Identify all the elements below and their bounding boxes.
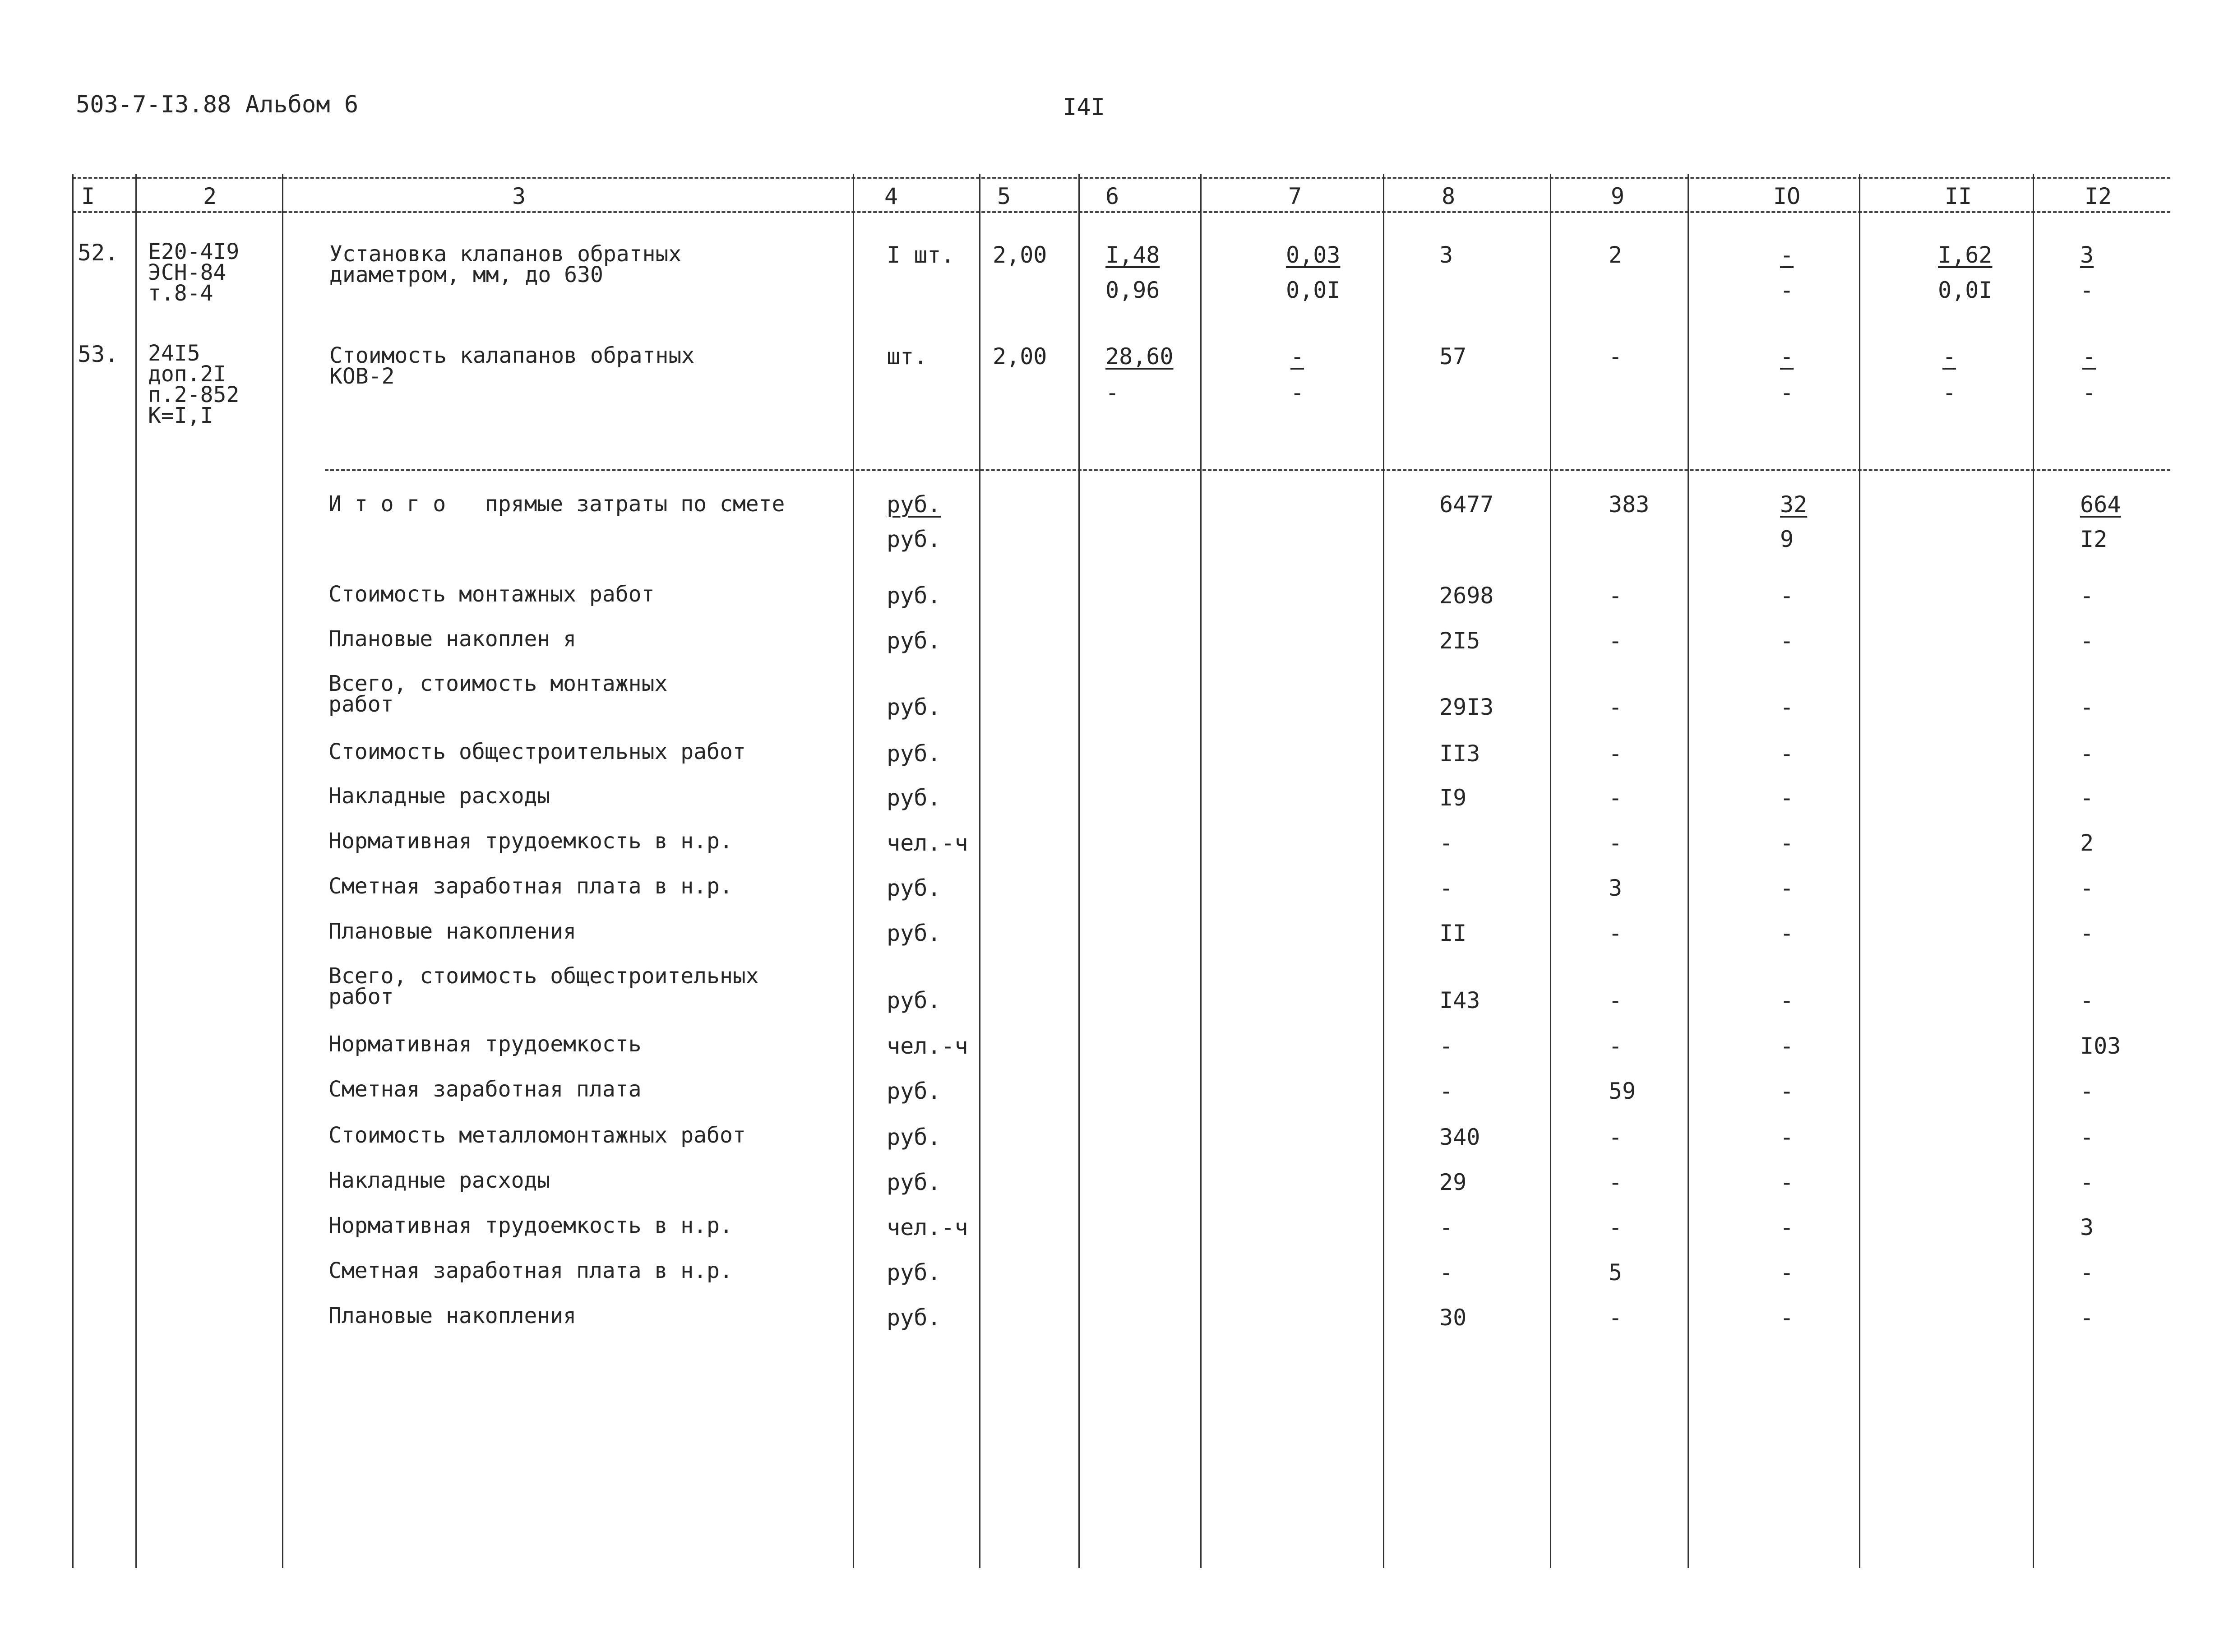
summary-c10: - <box>1780 694 1794 720</box>
row-code: 24I5 доп.2I п.2-852 К=I,I <box>148 341 240 428</box>
summary-c8: - <box>1439 1033 1453 1059</box>
summary-c12: - <box>2080 987 2094 1013</box>
summary-c9: - <box>1609 583 1623 609</box>
summary-c9: - <box>1609 1214 1623 1240</box>
summary-c12: I03 <box>2080 1033 2121 1059</box>
summary-c12: - <box>2080 785 2094 811</box>
summary-c10: - <box>1780 1078 1794 1104</box>
row-qty: 2,00 <box>993 242 1047 268</box>
summary-unit: руб. <box>887 740 941 767</box>
row-c12-top: 3 <box>2080 242 2094 268</box>
col-header-4: 4 <box>884 183 898 209</box>
summary-c12: - <box>2080 1078 2094 1104</box>
total-unit-bottom: руб. <box>887 526 941 552</box>
summary-label: Сметная заработная плата в н.р. <box>328 874 733 899</box>
summary-c10: - <box>1780 628 1794 654</box>
total-c10-bottom: 9 <box>1780 526 1794 552</box>
summary-label: Накладные расходы <box>328 1168 550 1193</box>
summary-c9: - <box>1609 1124 1623 1150</box>
col-header-9: 9 <box>1610 183 1625 209</box>
summary-unit: руб. <box>887 1169 941 1195</box>
summary-unit: руб. <box>887 875 941 901</box>
summary-label: Сметная заработная плата в н.р. <box>328 1258 733 1283</box>
row-c7-top: - <box>1290 343 1304 370</box>
summary-c12: - <box>2080 740 2094 767</box>
summary-unit: руб. <box>887 920 941 946</box>
summary-c10: - <box>1780 1033 1794 1059</box>
row-c7-bottom: 0,0I <box>1286 277 1341 303</box>
summary-unit: чел.-ч <box>887 1033 968 1059</box>
row-c10-top: - <box>1780 343 1794 370</box>
summary-c10: - <box>1780 987 1794 1013</box>
summary-unit: руб. <box>887 583 941 609</box>
row-number: 52. <box>78 240 119 266</box>
summary-c9: - <box>1609 785 1623 811</box>
summary-unit: руб. <box>887 1124 941 1150</box>
col-border-7 <box>1383 174 1384 1568</box>
summary-label: Нормативная трудоемкость в н.р. <box>328 1213 733 1238</box>
summary-c12: 2 <box>2080 830 2094 856</box>
row-name: Установка клапанов обратных диаметром, мм, до 630 <box>329 241 682 287</box>
summary-label: Стоимость общестроительных работ <box>328 739 746 764</box>
row-name: Стоимость калапанов обратных КОВ-2 <box>329 343 695 389</box>
total-c8: 6477 <box>1439 491 1494 518</box>
col-border-10 <box>1859 174 1860 1568</box>
summary-unit: руб. <box>887 1305 941 1331</box>
row-c11-top: I,62 <box>1938 242 1993 268</box>
total-c12-top: 664 <box>2080 491 2121 518</box>
total-unit-top: руб. <box>887 491 941 518</box>
summary-c12: - <box>2080 1305 2094 1331</box>
header-bottom-rule <box>72 211 2170 213</box>
summary-label: Накладные расходы <box>328 783 550 809</box>
summary-label: Сметная заработная плата <box>328 1077 642 1102</box>
col-border-8 <box>1550 174 1551 1568</box>
summary-c10: - <box>1780 1124 1794 1150</box>
summary-label: Всего, стоимость общестроительных работ <box>328 963 759 1009</box>
summary-c8: - <box>1439 1259 1453 1286</box>
summary-c8: 29 <box>1439 1169 1467 1195</box>
col-header-8: 8 <box>1441 183 1456 209</box>
table-top-rule <box>72 177 2170 179</box>
summary-label: Плановые накопления <box>328 919 577 944</box>
row-code: Е20-4I9 ЭСН-84 т.8-4 <box>148 239 240 306</box>
col-header-5: 5 <box>997 183 1011 209</box>
col-border-9 <box>1688 174 1689 1568</box>
col-header-11: II <box>1944 183 1972 209</box>
total-c12-bottom: I2 <box>2080 526 2108 552</box>
summary-c10: - <box>1780 920 1794 946</box>
document-code: 503-7-I3.88 Альбом 6 <box>76 91 359 118</box>
row-c11-top: - <box>1942 343 1956 370</box>
summary-label: Нормативная трудоемкость в н.р. <box>328 828 733 854</box>
summary-c12: - <box>2080 920 2094 946</box>
row-c7-bottom: - <box>1290 379 1304 406</box>
col-border-2 <box>282 174 283 1568</box>
summary-c9: - <box>1609 1033 1623 1059</box>
summary-c8: I43 <box>1439 987 1480 1013</box>
col-border-6 <box>1200 174 1202 1568</box>
row-c12-bottom: - <box>2082 379 2096 406</box>
page-number: I4I <box>1063 94 1105 121</box>
summary-c8: II <box>1439 920 1467 946</box>
summary-c12: - <box>2080 583 2094 609</box>
col-header-2: 2 <box>203 183 217 209</box>
col-border-4 <box>979 174 980 1568</box>
total-separator-rule <box>325 469 2170 471</box>
summary-c12: - <box>2080 1259 2094 1286</box>
col-header-12: I2 <box>2084 183 2112 209</box>
summary-c9: 5 <box>1609 1259 1623 1286</box>
row-unit: шт. <box>887 343 928 370</box>
row-c10-bottom: - <box>1780 379 1794 406</box>
row-c11-bottom: - <box>1942 379 1956 406</box>
row-c8: 3 <box>1439 242 1453 268</box>
summary-c10: - <box>1780 1169 1794 1195</box>
total-c9: 383 <box>1609 491 1650 518</box>
row-c6-top: I,48 <box>1105 242 1160 268</box>
summary-c10: - <box>1780 1214 1794 1240</box>
row-c10-bottom: - <box>1780 277 1794 303</box>
summary-c9: - <box>1609 740 1623 767</box>
summary-label: Стоимость монтажных работ <box>328 582 655 607</box>
summary-c8: 340 <box>1439 1124 1480 1150</box>
summary-unit: руб. <box>887 694 941 720</box>
summary-c9: - <box>1609 1169 1623 1195</box>
row-c7-top: 0,03 <box>1286 242 1341 268</box>
row-unit: I шт. <box>887 242 955 268</box>
row-c11-bottom: 0,0I <box>1938 277 1993 303</box>
summary-c12: - <box>2080 1124 2094 1150</box>
row-c9: 2 <box>1609 242 1623 268</box>
summary-c8: 30 <box>1439 1305 1467 1331</box>
row-c6-bottom: 0,96 <box>1105 277 1160 303</box>
row-c8: 57 <box>1439 343 1467 370</box>
summary-c12: - <box>2080 628 2094 654</box>
row-c6-top: 28,60 <box>1105 343 1174 370</box>
summary-c8: 29I3 <box>1439 694 1494 720</box>
summary-c12: - <box>2080 875 2094 901</box>
summary-c8: - <box>1439 830 1453 856</box>
summary-c9: 3 <box>1609 875 1623 901</box>
summary-c9: - <box>1609 694 1623 720</box>
summary-c12: - <box>2080 694 2094 720</box>
summary-label: Нормативная трудоемкость <box>328 1032 642 1057</box>
summary-c8: - <box>1439 1078 1453 1104</box>
col-header-6: 6 <box>1105 183 1119 209</box>
summary-c8: - <box>1439 875 1453 901</box>
col-border-11 <box>2033 174 2034 1568</box>
summary-c9: - <box>1609 1305 1623 1331</box>
summary-c10: - <box>1780 1305 1794 1331</box>
col-header-3: 3 <box>512 183 526 209</box>
col-border-1 <box>135 174 137 1568</box>
col-border-5 <box>1078 174 1080 1568</box>
summary-c9: - <box>1609 830 1623 856</box>
col-header-7: 7 <box>1288 183 1302 209</box>
summary-c9: - <box>1609 628 1623 654</box>
summary-c12: 3 <box>2080 1214 2094 1240</box>
summary-label: Плановые накопления <box>328 1303 577 1328</box>
summary-c10: - <box>1780 583 1794 609</box>
summary-c8: II3 <box>1439 740 1480 767</box>
summary-c8: 2I5 <box>1439 628 1480 654</box>
summary-c8: 2698 <box>1439 583 1494 609</box>
summary-label: Всего, стоимость монтажных работ <box>328 671 668 717</box>
summary-c10: - <box>1780 785 1794 811</box>
summary-c10: - <box>1780 1259 1794 1286</box>
row-number: 53. <box>78 341 119 367</box>
row-c12-bottom: - <box>2080 277 2094 303</box>
summary-c10: - <box>1780 875 1794 901</box>
summary-c9: - <box>1609 920 1623 946</box>
summary-c9: - <box>1609 987 1623 1013</box>
summary-unit: руб. <box>887 1259 941 1286</box>
row-c12-top: - <box>2082 343 2096 370</box>
col-header-1: I <box>81 183 95 209</box>
summary-unit: руб. <box>887 987 941 1013</box>
total-c10-top: 32 <box>1780 491 1808 518</box>
row-c6-bottom: - <box>1105 379 1119 406</box>
summary-unit: руб. <box>887 785 941 811</box>
row-c10-top: - <box>1780 242 1794 268</box>
summary-unit: руб. <box>887 1078 941 1104</box>
summary-label: Плановые накоплен я <box>328 626 577 652</box>
total-label: И т о г о прямые затраты по смете <box>328 491 785 517</box>
summary-label: Стоимость металломонтажных работ <box>328 1123 746 1148</box>
row-c9: - <box>1609 343 1623 370</box>
summary-c8: - <box>1439 1214 1453 1240</box>
col-border-3 <box>853 174 854 1568</box>
summary-c8: I9 <box>1439 785 1467 811</box>
summary-unit: руб. <box>887 628 941 654</box>
summary-c10: - <box>1780 740 1794 767</box>
col-header-10: IO <box>1773 183 1801 209</box>
row-qty: 2,00 <box>993 343 1047 370</box>
summary-unit: чел.-ч <box>887 830 968 856</box>
col-border-0 <box>72 174 74 1568</box>
summary-c10: - <box>1780 830 1794 856</box>
summary-unit: чел.-ч <box>887 1214 968 1240</box>
summary-c9: 59 <box>1609 1078 1636 1104</box>
summary-c12: - <box>2080 1169 2094 1195</box>
